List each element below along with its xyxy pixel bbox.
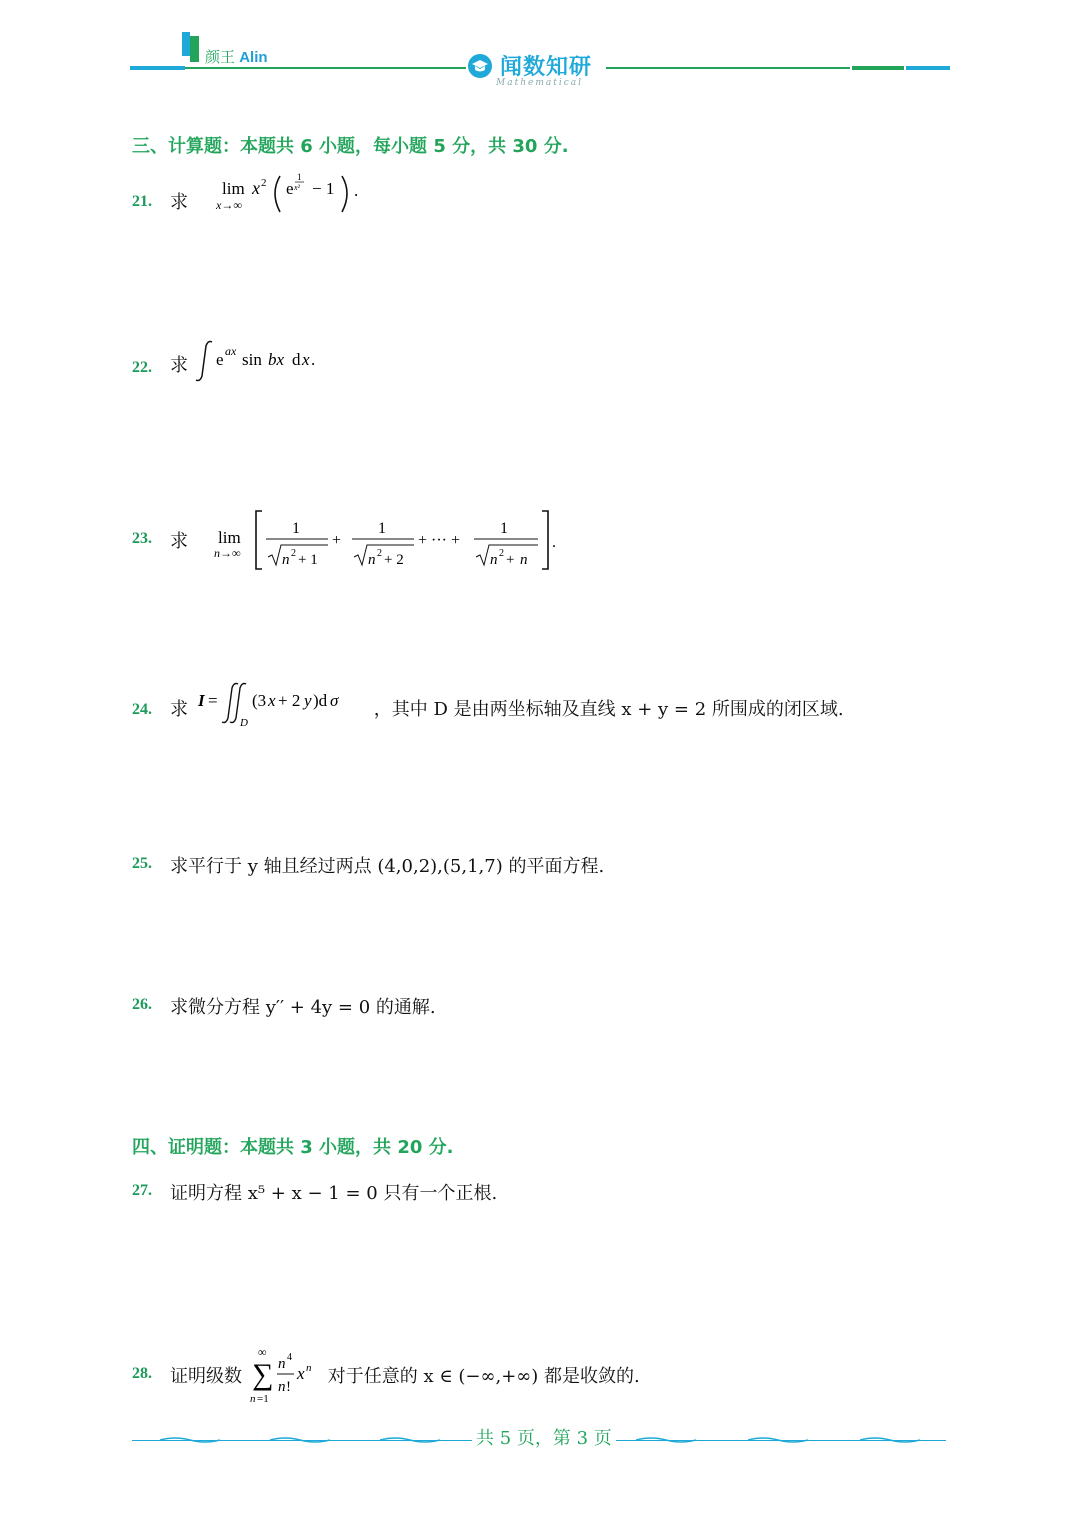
question-24 bbox=[170, 690, 844, 730]
svg-text:D: D bbox=[239, 717, 248, 729]
svg-text:+: + bbox=[331, 532, 341, 549]
ornament-icon bbox=[380, 1436, 440, 1444]
svg-text:+ ··· +: + ··· + bbox=[417, 532, 460, 549]
svg-text:x→∞: x→∞ bbox=[215, 198, 242, 212]
question-prefix: 证明级数 bbox=[170, 1366, 242, 1387]
graduation-cap-icon bbox=[468, 54, 492, 78]
section-title-calc: 三、计算题：本题共 6 小题，每小题 5 分，共 30 分. bbox=[132, 136, 569, 157]
svg-text:+: + bbox=[505, 552, 515, 568]
question-number: 27. bbox=[132, 1182, 152, 1199]
svg-text:lim: lim bbox=[221, 179, 245, 198]
question-21 bbox=[170, 172, 374, 222]
svg-text:I: I bbox=[197, 691, 205, 710]
svg-text:n: n bbox=[519, 552, 528, 568]
question-27: 证明方程 x⁵ + x − 1 = 0 只有一个正根. bbox=[170, 1183, 498, 1204]
svg-text:n: n bbox=[305, 1362, 312, 1374]
svg-text:x: x bbox=[267, 691, 276, 710]
ornament-icon bbox=[860, 1436, 920, 1444]
question-23 bbox=[170, 505, 574, 575]
svg-text:n: n bbox=[277, 1356, 286, 1372]
svg-text:4: 4 bbox=[286, 1352, 292, 1363]
svg-text:n: n bbox=[367, 552, 376, 568]
svg-text:2: 2 bbox=[290, 548, 296, 559]
section-title-proof: 四、证明题：本题共 3 小题，共 20 分. bbox=[132, 1137, 454, 1158]
svg-text:=: = bbox=[207, 691, 218, 710]
svg-text:σ: σ bbox=[329, 691, 339, 710]
question-number: 24. bbox=[132, 701, 152, 718]
svg-text:)d: )d bbox=[312, 691, 327, 710]
svg-text:∞: ∞ bbox=[257, 1345, 267, 1359]
brand-left: 颜王 Alin bbox=[205, 49, 268, 66]
svg-text:1: 1 bbox=[296, 172, 302, 182]
brand-logo-icon bbox=[182, 32, 200, 62]
svg-text:− 1: − 1 bbox=[311, 179, 335, 198]
question-prefix: 求 bbox=[170, 355, 188, 376]
svg-text:.: . bbox=[353, 181, 358, 200]
question-26: 求微分方程 y′′ + 4y = 0 的通解. bbox=[170, 997, 436, 1018]
svg-text:n: n bbox=[277, 1379, 286, 1395]
ornament-icon bbox=[748, 1436, 808, 1444]
svg-text:(3: (3 bbox=[251, 691, 266, 710]
svg-text:sin: sin bbox=[241, 350, 262, 369]
question-suffix: ，其中 D 是由两坐标轴及直线 x + y = 2 所围成的闭区域. bbox=[373, 699, 844, 720]
svg-text:e: e bbox=[215, 350, 224, 369]
svg-text:x²: x² bbox=[293, 183, 300, 192]
center-brand-sub: Mathematical bbox=[496, 78, 583, 88]
question-number: 28. bbox=[132, 1365, 152, 1382]
ornament-icon bbox=[636, 1436, 696, 1444]
svg-text:n: n bbox=[281, 552, 290, 568]
question-suffix: 对于任意的 x ∈ (−∞,+∞) 都是收敛的. bbox=[327, 1366, 640, 1387]
formula-24 bbox=[194, 680, 374, 730]
question-28 bbox=[170, 1342, 640, 1408]
svg-text:1: 1 bbox=[499, 520, 508, 537]
question-number: 26. bbox=[132, 996, 152, 1013]
footer bbox=[0, 1420, 1080, 1460]
svg-text:2: 2 bbox=[376, 548, 382, 559]
svg-text:1: 1 bbox=[291, 520, 300, 537]
question-number: 23. bbox=[132, 530, 152, 547]
svg-text:2: 2 bbox=[498, 548, 504, 559]
question-22 bbox=[170, 344, 344, 384]
svg-text:!: ! bbox=[285, 1379, 291, 1395]
svg-text:ax: ax bbox=[224, 344, 237, 358]
center-brand bbox=[466, 48, 606, 90]
svg-text:=1: =1 bbox=[256, 1393, 269, 1405]
header bbox=[0, 0, 1080, 100]
svg-text:∑: ∑ bbox=[251, 1358, 274, 1391]
svg-text:d: d bbox=[291, 350, 301, 369]
question-number: 25. bbox=[132, 855, 152, 872]
question-prefix: 求 bbox=[170, 699, 188, 720]
svg-text:y: y bbox=[303, 691, 312, 710]
svg-text:+ 2: + 2 bbox=[277, 691, 301, 710]
svg-text:x: x bbox=[251, 178, 260, 198]
formula-23 bbox=[194, 505, 574, 575]
formula-28 bbox=[248, 1342, 328, 1408]
svg-text:n: n bbox=[489, 552, 498, 568]
svg-text:2: 2 bbox=[260, 177, 267, 189]
svg-text:n→∞: n→∞ bbox=[213, 546, 241, 560]
question-prefix: 求 bbox=[170, 192, 188, 213]
svg-text:.: . bbox=[551, 534, 556, 551]
question-number: 22. bbox=[132, 359, 152, 376]
formula-21 bbox=[194, 172, 374, 222]
svg-text:e: e bbox=[285, 179, 294, 198]
page-info: 共 5 页，第 3 页 bbox=[472, 1424, 616, 1450]
svg-text:.: . bbox=[310, 350, 315, 369]
svg-text:x: x bbox=[301, 350, 310, 369]
svg-text:+ 1: + 1 bbox=[297, 552, 318, 568]
svg-text:n: n bbox=[249, 1393, 256, 1405]
question-number: 21. bbox=[132, 193, 152, 210]
svg-text:1: 1 bbox=[377, 520, 386, 537]
svg-text:bx: bx bbox=[267, 350, 284, 369]
center-brand-name: 闻数知研 bbox=[500, 55, 593, 80]
formula-22 bbox=[194, 338, 344, 384]
svg-text:lim: lim bbox=[217, 528, 241, 547]
question-prefix: 求 bbox=[170, 531, 188, 552]
question-25: 求平行于 y 轴且经过两点 (4,0,2),(5,1,7) 的平面方程. bbox=[170, 856, 605, 877]
ornament-icon bbox=[270, 1436, 330, 1444]
ornament-icon bbox=[160, 1436, 220, 1444]
svg-text:x: x bbox=[296, 1364, 305, 1383]
svg-text:+ 2: + 2 bbox=[383, 552, 404, 568]
